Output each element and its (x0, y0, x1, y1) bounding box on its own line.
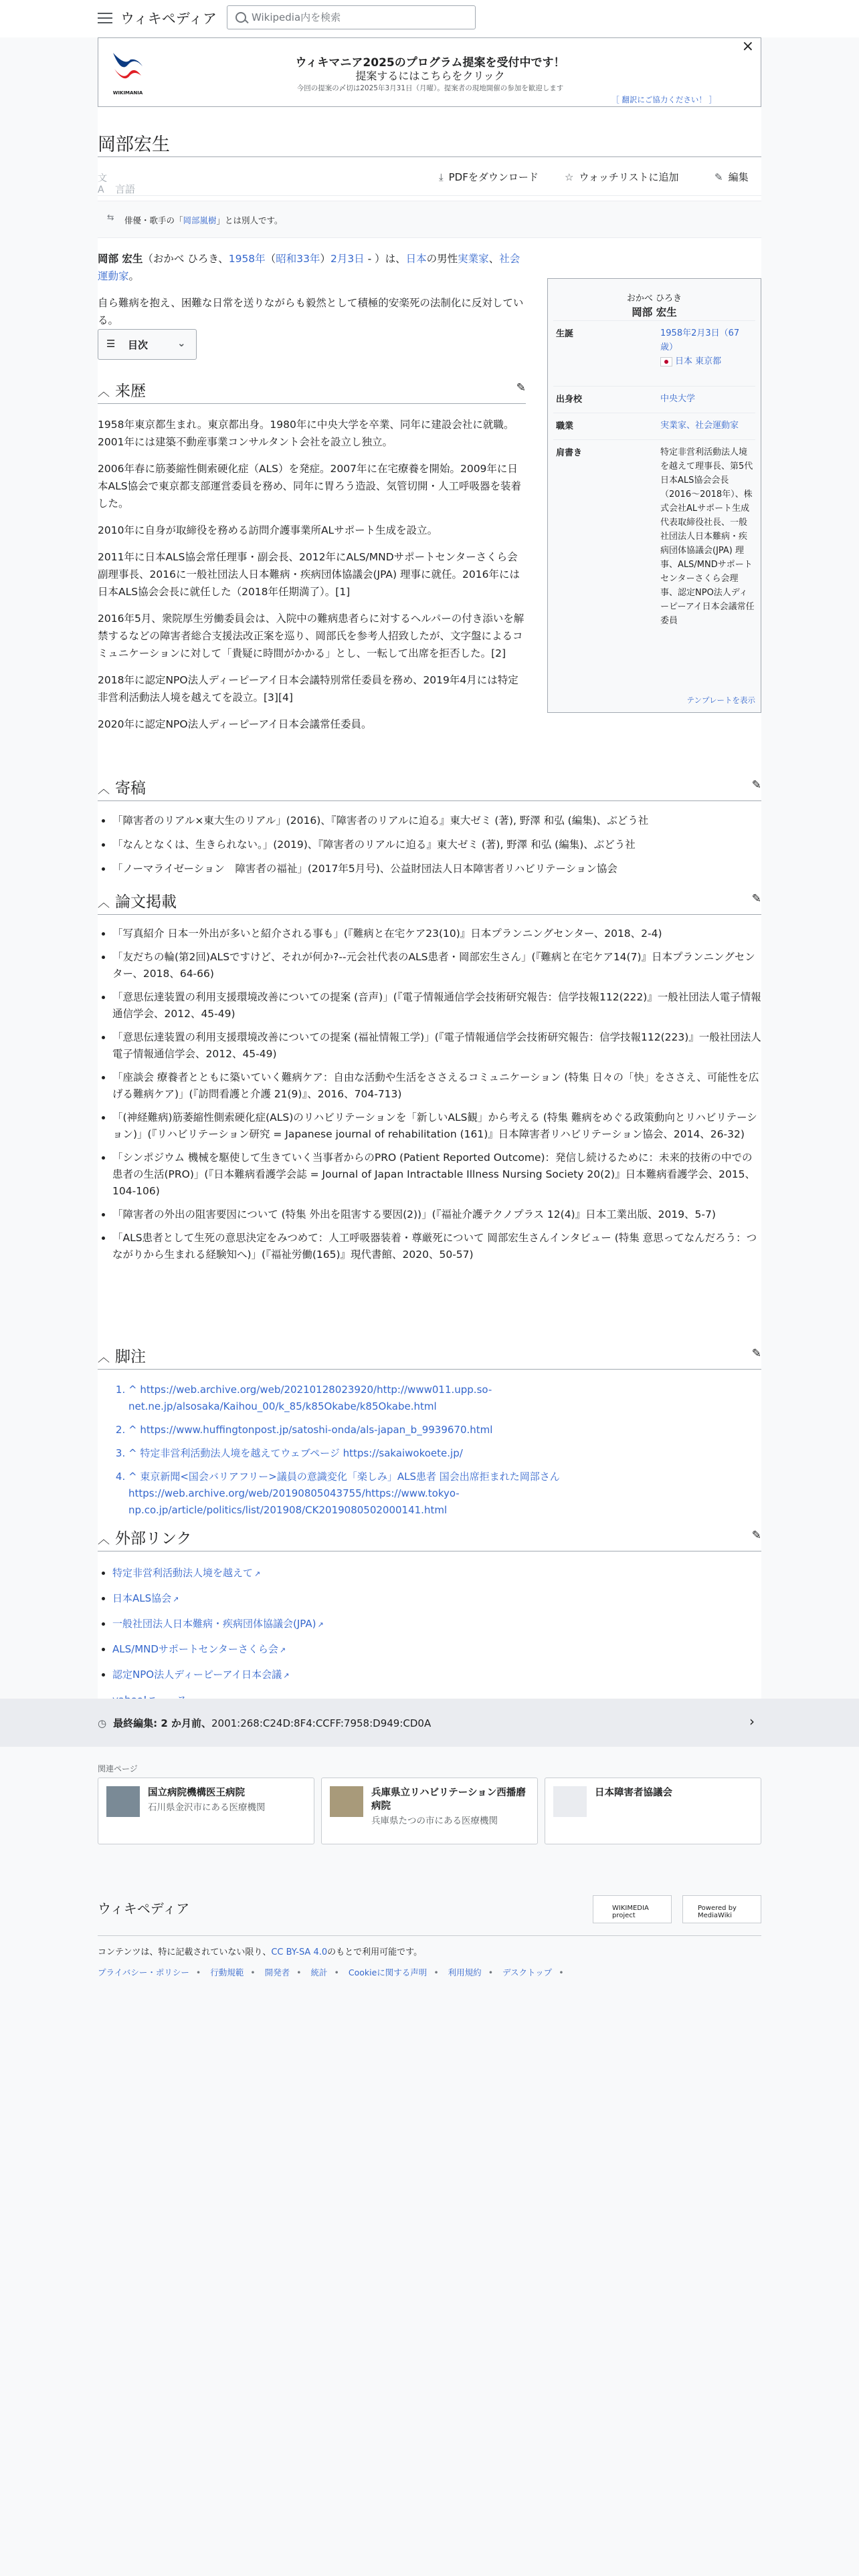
contributions-list (98, 812, 761, 884)
related-title: 兵庫県立リハビリテーション西播磨病院 (371, 1788, 526, 1812)
lead-text: の男性 (426, 253, 458, 265)
section-divider (98, 1369, 761, 1370)
history-paragraph: 2020年に認定NPO法人ディーピーアイ日本会議常任委員。 (98, 718, 372, 730)
history-paragraph: 2010年に自身が取締役を務める訪問介護事業所ALサポート生成を設立。 (98, 524, 438, 536)
external-link-icon: ↗ (279, 1646, 286, 1654)
search-input[interactable] (250, 11, 467, 24)
wikimania-banner[interactable] (98, 37, 761, 107)
section-title: 外部リンク (115, 1530, 192, 1547)
footer (0, 1866, 859, 2026)
section-title: 脚注 (115, 1348, 146, 1366)
chevron-up-icon: ︿ (98, 385, 110, 399)
history-paragraph: 2011年に日本ALS協会常任理事・副会長、2012年にALS/MNDサポートセンターさくら会副理事長、2016に一般社団法人日本難病・疾病団体協議会(JPA) 理事に就任。2016年には日本ALS協会会長に就任した（2018年任期満了）。[1] (98, 551, 520, 598)
infobox-key: 職業 (556, 421, 574, 431)
lead-paragraph-1: 岡部 宏生（おかべ ひろき、1958年（昭和33年）2月3日 - ）は、日本の男性実業家、社会運動家。 (98, 253, 520, 282)
hatnote-suffix: 」とは別人です。 (216, 215, 283, 225)
related-card[interactable] (321, 1778, 538, 1844)
external-links-list (98, 1561, 761, 1713)
section-title: 来歴 (115, 383, 146, 400)
infobox-key: 肩書き (556, 448, 583, 458)
mediawiki-badge[interactable] (682, 1895, 761, 1923)
birth-date-link[interactable]: 1958年2月3日（67歳） (660, 328, 740, 352)
infobox-value (660, 326, 754, 368)
license-prefix: コンテンツは、特に記載されていない限り、 (98, 1947, 272, 1957)
occupation-link[interactable]: 実業家、社会運動家 (660, 421, 739, 431)
external-link[interactable]: 一般社団法人日本難病・疾病団体協議会(JPA) (112, 1618, 316, 1630)
search-icon (235, 12, 246, 23)
history-icon: ◷ (98, 1717, 107, 1729)
related-heading: 関連ページ (98, 1764, 138, 1774)
infobox-row-occupation (553, 413, 755, 440)
section-title: 論文掲載 (115, 893, 177, 911)
placeholder-image-icon (553, 1786, 587, 1817)
chevron-up-icon: ︿ (98, 782, 110, 796)
list-item: • 「(神経難病)筋萎縮性側索硬化症(ALS)のリハビリテーションを「新しいALS観」から考える (特集 難病をめぐる政策動向とリハビリテーション)」(『リハビリテーション研究 = Japanese journal of rehabilitation (161)』日本障害者リハビリテーション協会、2014、26-32) (112, 1109, 761, 1143)
wikimedia-badge-text: WIKIMEDIA project (612, 1905, 649, 1919)
chevron-down-icon: ⌄ (177, 337, 186, 349)
history-paragraph: 1958年東京都生まれ。東京都出身。1980年に中央大学を卒業、同年に建設会社に就職。2001年には建築不動産事業コンサルタント会社を設立し独立。 (98, 419, 514, 448)
license-link[interactable]: CC BY-SA 4.0 (271, 1947, 328, 1957)
infobox-name: 岡部 宏生 (632, 306, 677, 318)
watch-label: ウォッチリストに追加 (579, 171, 679, 183)
link-1958[interactable]: 1958年 (228, 253, 266, 265)
language-button[interactable] (98, 171, 135, 196)
external-link[interactable]: ALS/MNDサポートセンターさくら会 (112, 1643, 278, 1655)
footer-link[interactable]: デスクトップ (502, 1967, 553, 1977)
infobox-key: 生誕 (556, 329, 574, 339)
template-link[interactable]: テンプレートを表示 (686, 695, 755, 705)
section-heading[interactable] (98, 1344, 146, 1366)
infobox-row-school (553, 386, 755, 413)
reading: （おかべ ひろき、 (142, 253, 229, 265)
edit-label: 編集 (728, 171, 749, 183)
site-logo[interactable]: ウィキペディア (120, 11, 217, 27)
history-paragraph: 2006年春に筋萎縮性側索硬化症（ALS）を発症。2007年に在宅療養を開始。2009年に日本ALS協会で東京都支部運営委員を務め、同年に胃ろう造設、気管切開・人工呼吸器を装着した。 (98, 463, 521, 510)
chevron-right-icon: › (749, 1713, 755, 1729)
last-edited-bar[interactable] (0, 1699, 859, 1747)
infobox-value: 特定非営利活動法人境を越えて理事長、第5代日本ALS協会会長（2016〜2018年）、株式会社ALサポート生成代表取締役社長、一般社団法人日本難病・疾病団体協議会(JPA) 理事、ALS/MNDサポートセンターさくら会理事、認定NPO法人ディーピーアイ日本会議常任委員 (660, 447, 755, 626)
edit-page-button[interactable] (714, 170, 749, 184)
pdf-download-button[interactable] (439, 170, 539, 184)
footer-divider (98, 1935, 761, 1936)
toc-label: 目次 (128, 339, 149, 351)
chevron-up-icon: ︿ (98, 896, 110, 910)
edit-section-icon[interactable]: ✎ (751, 1529, 761, 1542)
list-item: • 「ALS患者として生死の意思決定をみつめて：人工呼吸器装着・尊厳死について 岡部宏生さんインタビュー (特集 意思ってなんだろう：つながりから生まれる経験知へ)」(『福祉労働(165)』現代書館、2020、50-57) (112, 1230, 761, 1263)
edit-section-icon[interactable]: ✎ (751, 892, 761, 905)
section-divider (98, 914, 761, 915)
edit-section-icon[interactable]: ✎ (751, 1347, 761, 1360)
language-icon: 文A (98, 173, 107, 195)
history-body (98, 416, 526, 742)
school-link[interactable]: 中央大学 (660, 394, 696, 404)
related-title: 日本障害者協議会 (595, 1788, 672, 1798)
edit-section-icon[interactable]: ✎ (516, 381, 526, 395)
external-link-item[interactable] (112, 1637, 761, 1662)
hatnote-prefix: 俳優・歌手の「 (124, 215, 183, 225)
mediawiki-badge-text: Powered by MediaWiki (698, 1905, 737, 1919)
hatnote-link[interactable]: 岡部嵐樹 (183, 215, 217, 225)
edit-section-icon[interactable]: ✎ (751, 778, 761, 792)
list-item: • 「なんとなくは、生きられない。」(2019)、『障害者のリアルに迫る』東大ゼミ (著), 野澤 和弘 (編集)、ぶどう社 (112, 836, 761, 853)
page-toolbar (98, 158, 761, 195)
pdf-label: PDFをダウンロード (448, 171, 539, 183)
link-activist[interactable]: 社会運動家 (98, 253, 520, 282)
download-icon: ⤓ (439, 171, 444, 183)
external-link[interactable]: 日本ALS協会 (112, 1592, 172, 1604)
banner-title: ウィキマニア2025のプログラム提案を受付中です！ (295, 56, 565, 70)
toc-button[interactable] (98, 329, 197, 360)
related-desc: 石川県金沢市にある医療機関 (148, 1802, 266, 1813)
infobox-ruby: おかべ ひろき (626, 294, 682, 304)
lead-text: 、 (488, 253, 500, 265)
last-edit-user: 2001:268:C24D:8F4:CCFF:7958:D949:CD0A (211, 1717, 432, 1729)
list-item: • 「座談会 療養者とともに築いていく難病ケア：自由な活動や生活をささえるコミュニケーション (特集 日々の「快」をささえ、可能性を広げる難病ケア)」(『訪問看護と介護 21(9)』、2016、704-713) (112, 1069, 761, 1103)
infobox-row-birth (553, 320, 755, 374)
list-item: • 「写真紹介 日本一外出が多いと紹介される事も」(『難病と在宅ケア23(10)』日本プランニングセンター、2018、2-4) (112, 926, 761, 942)
banner-close-button[interactable]: × (741, 38, 754, 55)
notes-list (98, 1382, 566, 1525)
title-divider (98, 156, 761, 157)
external-link-item[interactable] (112, 1612, 761, 1637)
star-icon: ☆ (565, 171, 574, 183)
chevron-up-icon: ︿ (98, 1533, 110, 1547)
birthplace-link[interactable]: 日本 東京都 (675, 356, 722, 366)
banner-deadline: 今回の提案の〆切は2025年3月31日（月曜）。提案者の現地開催の参加を歓迎します (296, 84, 564, 92)
license-suffix: のもとで利用可能です。 (327, 1947, 423, 1957)
list-item: • 「友だちの輪(第2回)ALSですけど、それが何か?--元会社代表のALS患者・岡部宏生さん」(『難病と在宅ケア14(7)』日本プランニングセンター、2018、64-66) (112, 949, 761, 982)
link-businessman[interactable]: 実業家 (458, 253, 489, 265)
language-label: 言語 (115, 183, 136, 195)
subject-name: 岡部 宏生 (98, 253, 143, 265)
link-showa[interactable]: 昭和 (276, 253, 297, 265)
footer-link[interactable]: 開発者 (264, 1967, 290, 1977)
pencil-icon: ✎ (714, 171, 723, 183)
list-item: • 「障害者の外出の阻害要因について (特集 外出を阻害する要因(2))」(『福祉介護テクノプラス 12(4)』日本工業出版、2019、5-7) (112, 1206, 761, 1223)
link-showa33[interactable]: 33年 (296, 253, 320, 265)
section-heading[interactable] (98, 889, 177, 911)
lead-section (98, 250, 526, 338)
list-icon: ☰ (106, 338, 116, 350)
external-link-icon: ↗ (173, 1595, 179, 1604)
related-thumbnail (106, 1786, 140, 1817)
list-item: • 「ノーマライゼーション 障害者の福祉」(2017年5月号)、公益財団法人日本障害者リハビリテーション協会 (112, 860, 761, 877)
japan-flag-icon (660, 357, 672, 366)
list-item: • 「シンポジウム 機械を駆使して生きていく当事者からのPRO (Patient Reported Outcome)：発信し続けるために：未来的技術の中での患者の生活(PRO)」(『日本難病看護学会誌 = Journal of Japan Intractable Illness Nursing Society 20(2)』日本難病看護学会、2015、104-106) (112, 1150, 761, 1200)
related-desc: 兵庫県たつの市にある医療機関 (371, 1816, 498, 1826)
external-link-icon: ↗ (254, 1570, 261, 1578)
infobox-row-title (553, 439, 755, 687)
banner-cta-link[interactable]: 提案するにはこちらをクリック (355, 70, 505, 82)
history-paragraph: 2016年5月、衆院厚生労働委員会は、入院中の難病患者らに対するヘルパーの付き添いを解禁するなどの障害者総合支援法改正案を巡り、岡部氏を参考人招致したが、文字盤によるコミュニケーションに対して「貴疑に時間がかかる」とし、一転して出席を拒否した。[2] (98, 613, 524, 659)
related-card[interactable] (545, 1778, 761, 1844)
footer-link[interactable]: 利用規約 (448, 1967, 482, 1977)
related-title: 国立病院機構医王病院 (148, 1788, 245, 1798)
footnote[interactable]: 3. ^ 特定非営利活動法人境を越えてウェブページ https://sakaiwokoete.jp/ (128, 1445, 566, 1462)
footnote[interactable]: 4. ^ 東京新聞<国会バリアフリー>議員の意識変化「楽しみ」ALS患者 国会出席拒まれた岡部さん https://web.archive.org/web/20190805043755/https://www.tokyo-np.co.jp/article/politics/list/201908/CK2019080502000141.html (128, 1469, 566, 1519)
external-link[interactable]: 特定非営利活動法人境を越えて (112, 1567, 254, 1579)
related-thumbnail (330, 1786, 363, 1817)
external-link-item[interactable] (112, 1662, 761, 1688)
external-link-icon: ↗ (317, 1620, 324, 1629)
section-heading[interactable] (98, 379, 146, 401)
footer-link[interactable]: 行動規範 (210, 1967, 244, 1977)
lead-text: 。 (128, 270, 140, 282)
last-edit-label: 最終編集: 2 か月前、 (113, 1717, 211, 1729)
main-menu-icon[interactable] (98, 11, 112, 23)
list-item: • 「意思伝達装置の利用支援環境改善についての提案 (音声)」(『電子情報通信学会技術研究報告：信学技報112(222)』一般社団法人電子情報通信学会、2012、45-49) (112, 989, 761, 1023)
disambiguation-icon: ⇆ (107, 212, 114, 222)
section-divider (98, 403, 526, 404)
footer-link[interactable]: 統計 (310, 1967, 328, 1977)
footer-links: プライバシー・ポリシー • 行動規範 • 開発者 • 統計 • Cookieに関する声明 • 利用規約 • デスクトップ • (98, 1967, 564, 1977)
link-feb3[interactable]: 2月3日 (330, 253, 365, 265)
list-item: • 「意思伝達装置の利用支援環境改善についての提案 (福祉情報工学)」(『電子情報通信学会技術研究報告：信学技報112(223)』一般社団法人電子情報通信学会、2012、45-49) (112, 1029, 761, 1063)
page-title: 岡部宏生 (98, 134, 170, 155)
footer-logo[interactable]: ウィキペディア (98, 1901, 190, 1917)
related-card[interactable] (98, 1778, 314, 1844)
list-item: • 「障害者のリアル×東大生のリアル」(2016)、『障害者のリアルに迫る』東大ゼミ (著), 野澤 和弘 (編集)、ぶどう社 (112, 812, 761, 829)
link-japan[interactable]: 日本 (405, 253, 427, 265)
lead-paragraph-2: 自ら難病を抱え、困難な日常を送りながらも毅然として積極的安楽死の法制化に反対している。 (98, 297, 524, 326)
watchlist-button[interactable] (565, 170, 679, 184)
history-paragraph: 2018年に認定NPO法人ディーピーアイ日本会議特別常任委員を務め、2019年4月には特定非営利活動法人境を越えてを設立。[3][4] (98, 674, 518, 704)
infobox (547, 278, 761, 713)
section-heading[interactable] (98, 776, 146, 798)
footnote[interactable]: 2. ^ https://www.huffingtonpost.jp/satoshi-onda/als-japan_b_9939670.html (128, 1422, 566, 1438)
hatnote (98, 201, 761, 238)
banner-translate-link[interactable]: ［ 翻訳にご協力ください！ ］ (611, 95, 717, 104)
search-box[interactable] (227, 5, 476, 29)
external-link-item[interactable] (112, 1561, 761, 1586)
footer-link[interactable]: プライバシー・ポリシー (98, 1967, 189, 1977)
infobox-key: 出身校 (556, 395, 583, 405)
footnote[interactable]: 1. ^ https://web.archive.org/web/20210128023920/http://www011.upp.so-net.ne.jp/alsosaka/Kaihou_00/k_85/k85Okabe/k85Okabe.html (128, 1382, 566, 1415)
lead-text: - ）は、 (364, 253, 406, 265)
wikimedia-badge[interactable] (593, 1895, 672, 1923)
external-link-icon: ↗ (283, 1671, 290, 1680)
chevron-up-icon: ︿ (98, 1351, 110, 1365)
license-text (98, 1945, 422, 1957)
section-title: 寄稿 (115, 780, 146, 797)
footer-link[interactable]: Cookieに関する声明 (348, 1967, 427, 1977)
section-heading[interactable] (98, 1526, 192, 1548)
main-content (98, 37, 761, 1699)
section-divider (98, 800, 761, 801)
top-header (0, 0, 859, 37)
external-link-item[interactable] (112, 1586, 761, 1612)
papers-list (98, 926, 761, 1270)
external-link[interactable]: 認定NPO法人ディーピーアイ日本会議 (112, 1669, 282, 1681)
wikimania-logo-text: WIKIMANIA (112, 90, 143, 96)
toolbar-divider (98, 195, 761, 196)
